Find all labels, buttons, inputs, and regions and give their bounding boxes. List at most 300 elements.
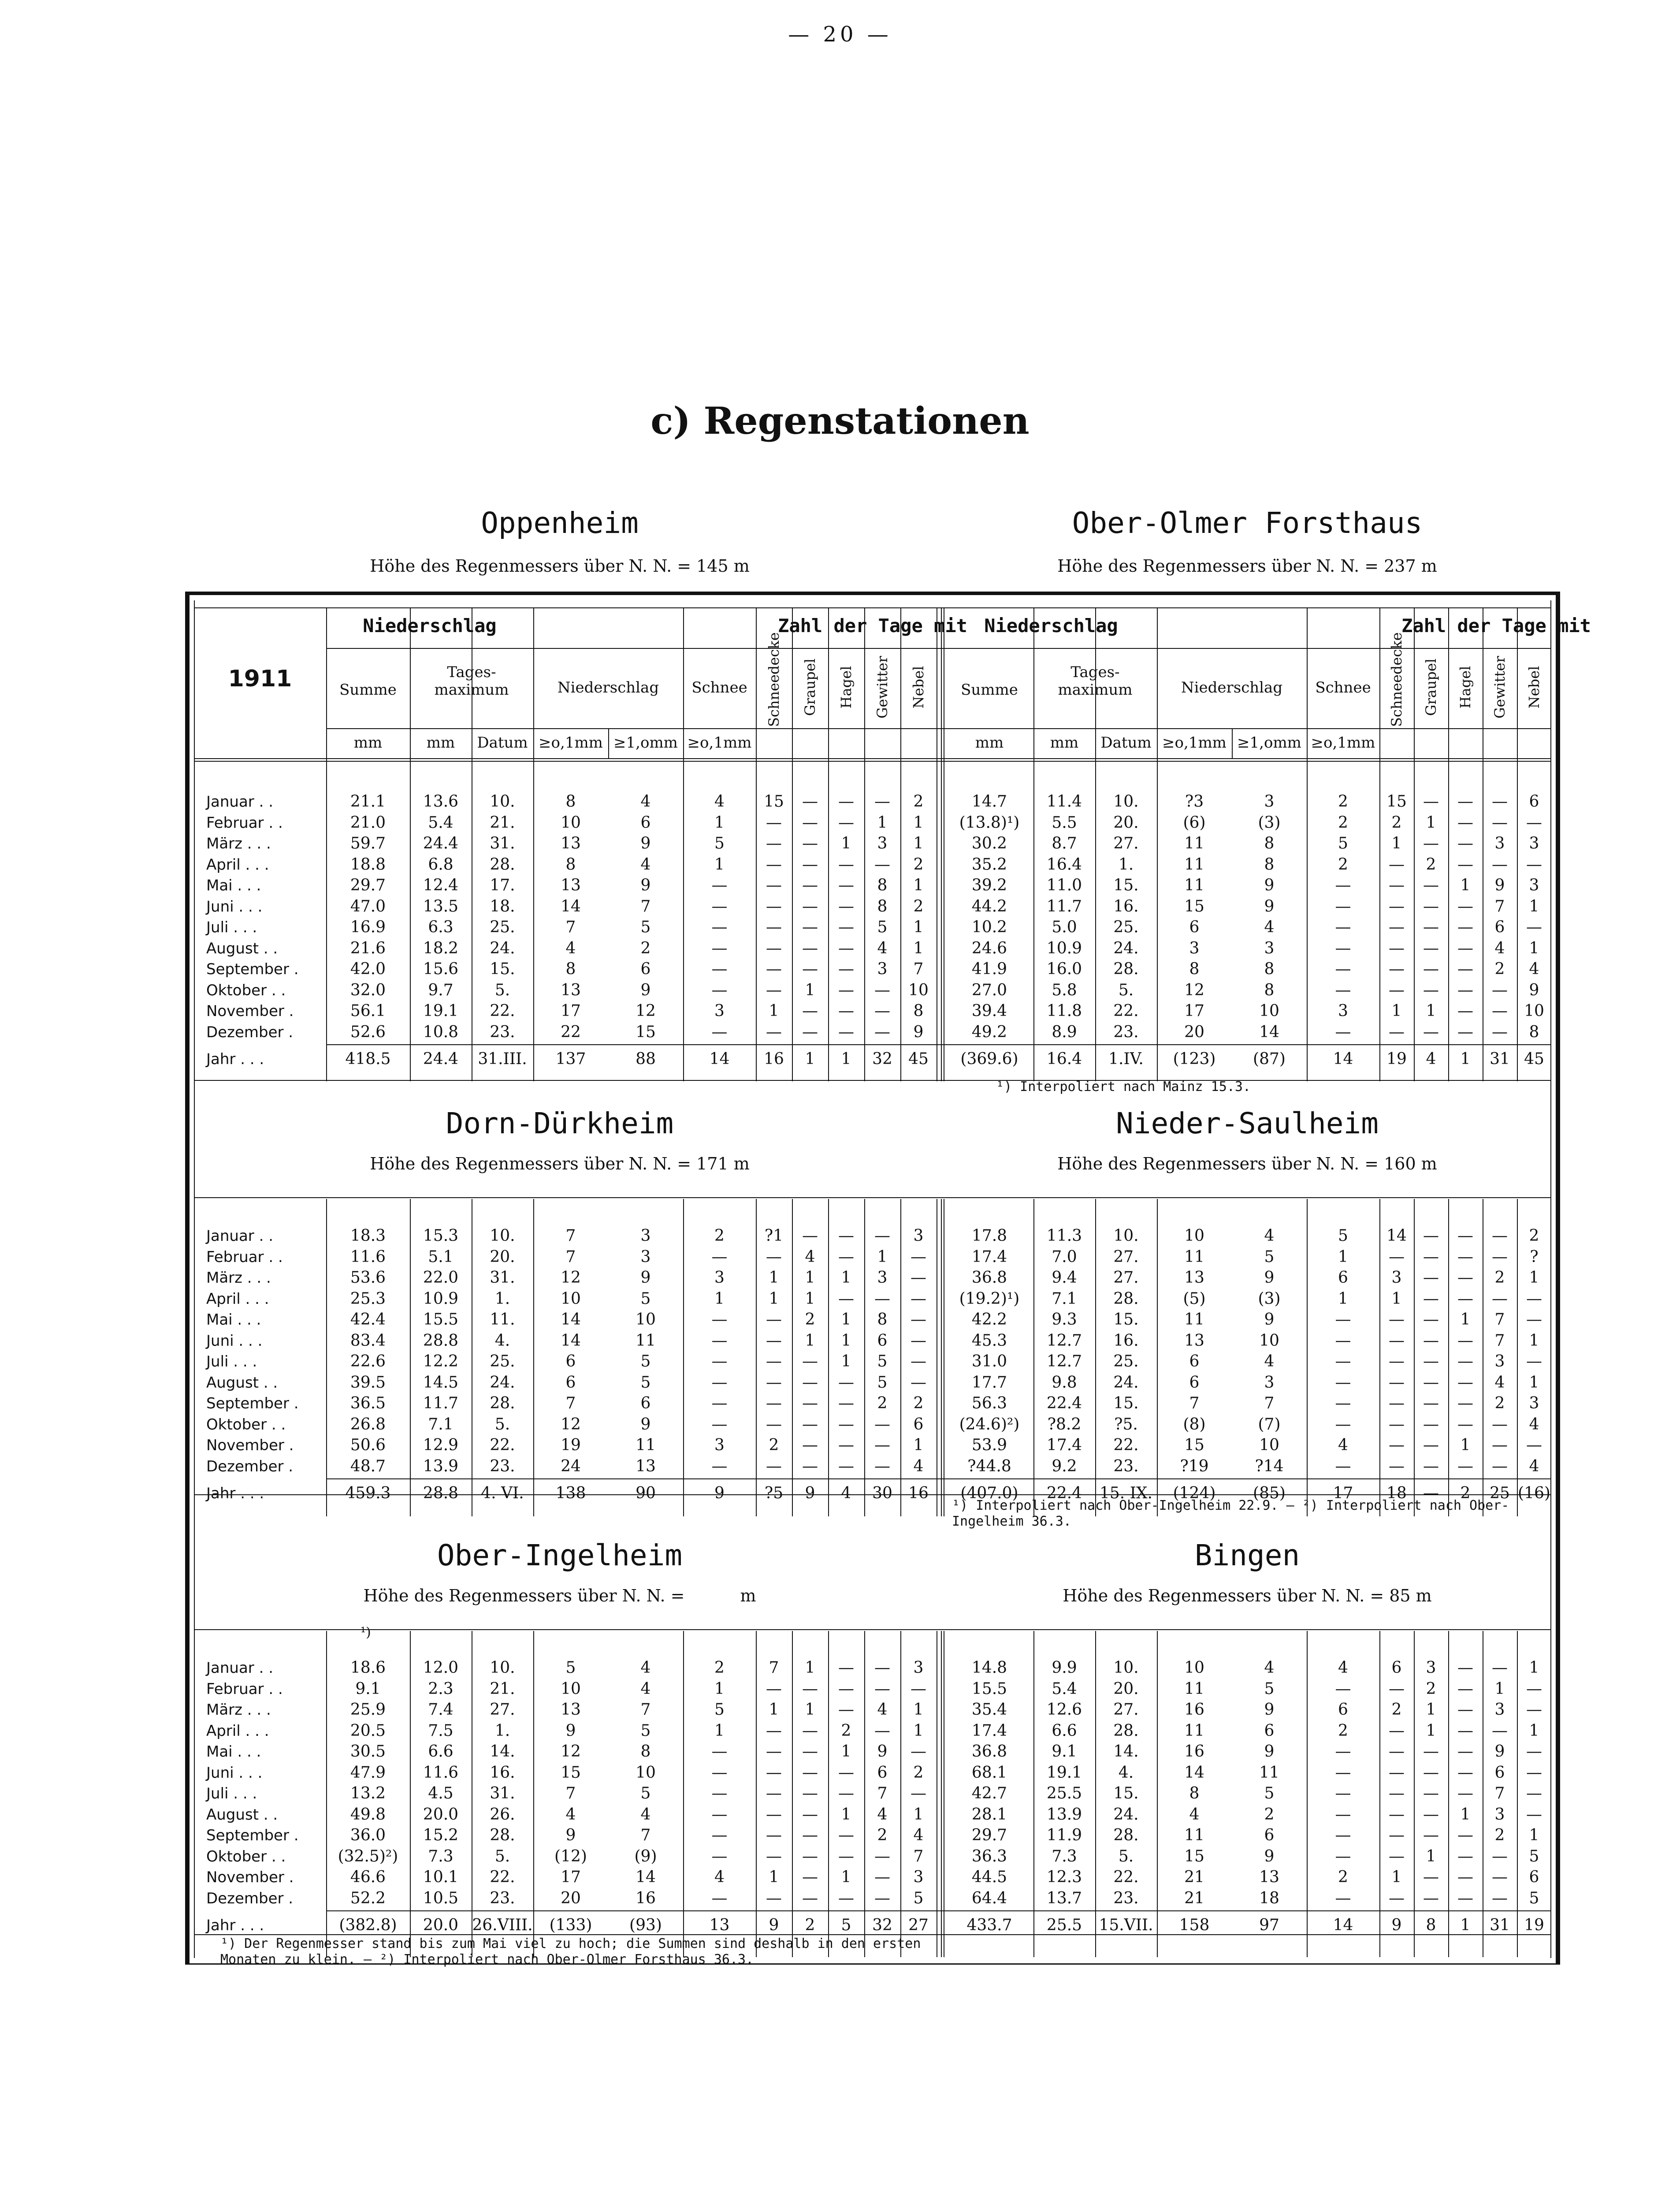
table-cell: 5 [841, 1916, 851, 1934]
table-cell: 50.6 [350, 1436, 386, 1454]
table-cell: 36.8 [971, 1269, 1007, 1287]
table-cell: — [802, 1457, 818, 1475]
table-cell: 3 [1264, 793, 1275, 811]
table-cell: 27. [1113, 1701, 1139, 1719]
hdr-ge10-right: ≥1,omm [1237, 734, 1301, 752]
table-cell: 31 [1490, 1916, 1510, 1934]
table-cell: 12 [561, 1742, 581, 1761]
table-cell: 1. [1118, 855, 1134, 874]
table-cell: ?5 [764, 1484, 784, 1502]
table-cell: — [874, 1436, 890, 1454]
table-cell: 11 [1184, 1310, 1204, 1329]
table-cell: — [1335, 1784, 1351, 1802]
table-cell: 5 [877, 1373, 888, 1392]
month-label: Januar . . [206, 1227, 274, 1245]
table-cell: 16. [1113, 897, 1139, 916]
station-name-ober-ingelheim: Ober-Ingelheim [437, 1538, 683, 1572]
table-cell: 15.3 [423, 1227, 459, 1245]
table-cell: 13 [1259, 1868, 1279, 1886]
table-cell: 7 [565, 1394, 576, 1412]
table-cell: 24. [490, 1373, 515, 1392]
table-cell: 5 [714, 834, 725, 853]
table-cell: 27.0 [971, 981, 1007, 999]
table-cell: 10 [1259, 1002, 1279, 1020]
table-cell: — [1389, 1373, 1405, 1392]
table-cell: — [838, 897, 854, 916]
table-cell: — [802, 1868, 818, 1886]
table-cell: — [838, 918, 854, 936]
table-cell: — [802, 1002, 818, 1020]
table-cell: 10.9 [1046, 939, 1082, 957]
hdr-niederschlag-right: Niederschlag [984, 615, 1118, 637]
table-cell: 3 [1529, 876, 1539, 894]
table-cell: — [1423, 1394, 1439, 1412]
table-cell: 3 [913, 1868, 924, 1886]
table-cell: 1 [1529, 1373, 1539, 1392]
table-cell: 6 [913, 1415, 924, 1433]
table-cell: — [1335, 897, 1351, 916]
table-cell: — [1457, 1847, 1473, 1865]
table-cell: 1 [913, 876, 924, 894]
table-cell: 21. [490, 813, 515, 832]
table-cell: 1 [1529, 1331, 1539, 1350]
table-cell: 10. [1113, 1659, 1139, 1677]
table-cell: (8) [1183, 1415, 1206, 1433]
table-cell: 8 [640, 1742, 651, 1761]
table-cell: — [1457, 855, 1473, 874]
table-cell: — [766, 1247, 782, 1266]
table-cell: — [838, 1247, 854, 1266]
table-cell: 459.3 [345, 1484, 391, 1502]
table-cell: — [1457, 918, 1473, 936]
table-cell: 28.8 [423, 1484, 459, 1502]
table-cell: 3 [714, 1002, 725, 1020]
table-cell: 2 [1529, 1227, 1539, 1245]
table-cell: — [1457, 1023, 1473, 1041]
hdr-schneedecke-right: Schneedecke [1388, 632, 1405, 727]
station-hoehe-ober-olmer: Höhe des Regenmessers über N. N. = 237 m [1057, 556, 1437, 576]
table-cell: 10.2 [971, 918, 1007, 936]
table-cell: 68.1 [971, 1763, 1007, 1782]
month-label: September . [206, 1395, 299, 1412]
table-cell: 56.3 [971, 1394, 1007, 1412]
table-cell: 9 [1391, 1916, 1402, 1934]
table-cell: — [874, 1847, 890, 1865]
table-cell: — [1389, 1826, 1405, 1844]
table-cell: 9 [1529, 981, 1539, 999]
table-cell: 3 [1338, 1002, 1348, 1020]
table-cell: — [1526, 1701, 1542, 1719]
table-cell: — [711, 1023, 728, 1041]
table-cell: 47.9 [350, 1763, 386, 1782]
table-cell: 52.6 [350, 1023, 386, 1041]
table-cell: — [711, 1742, 728, 1761]
table-cell: — [911, 1784, 926, 1802]
table-cell: 15 [636, 1023, 656, 1041]
table-cell: — [1526, 1679, 1542, 1698]
hdr-ge01s-right: ≥o,1mm [1311, 734, 1375, 752]
table-cell: 1 [769, 1002, 779, 1020]
table-cell: — [838, 1659, 854, 1677]
table-cell: — [1457, 1247, 1473, 1266]
table-cell: 11 [1184, 876, 1204, 894]
month-label: Juli . . . [206, 1785, 257, 1802]
table-cell: — [838, 1002, 854, 1020]
table-cell: 6 [565, 1352, 576, 1370]
table-cell: (12) [554, 1847, 587, 1865]
table-cell: (32.5)²) [338, 1847, 398, 1865]
table-cell: — [1335, 981, 1351, 999]
table-cell: — [1457, 1394, 1473, 1412]
month-label: Mai . . . [206, 1743, 261, 1761]
station-name-bingen: Bingen [1194, 1538, 1300, 1572]
table-cell: 7 [1189, 1394, 1200, 1412]
table-cell: 6 [1189, 918, 1200, 936]
table-cell: 8 [913, 1002, 924, 1020]
hdr-summe-left: Summe [339, 681, 397, 699]
table-cell: — [1335, 1742, 1351, 1761]
table-cell: 16.4 [1046, 855, 1082, 874]
header-bottom-line-2 [194, 761, 1551, 762]
table-cell: (7) [1258, 1415, 1281, 1433]
table-cell: 9.8 [1052, 1373, 1077, 1392]
month-label: September . [206, 961, 299, 978]
table-cell: 10 [636, 1310, 656, 1329]
header-line-2 [326, 728, 1551, 729]
table-cell: (13.8)¹) [959, 813, 1020, 832]
table-cell: 9.3 [1052, 1310, 1077, 1329]
table-cell: 5 [877, 918, 888, 936]
table-cell: — [1423, 1742, 1439, 1761]
table-cell: — [766, 1826, 782, 1844]
table-cell: 9 [1264, 897, 1275, 916]
table-cell: 13.5 [423, 897, 459, 916]
table-cell: 26.8 [350, 1415, 386, 1433]
table-cell: 27. [1113, 1269, 1139, 1287]
table-cell: 22. [1113, 1002, 1139, 1020]
month-label: Jahr . . . [206, 1050, 264, 1068]
table-cell: 2 [913, 1394, 924, 1412]
table-cell: 1 [841, 1310, 851, 1329]
table-cell: 11.9 [1046, 1826, 1082, 1844]
table-cell: 97 [1259, 1916, 1279, 1934]
table-cell: — [1335, 1331, 1351, 1350]
table-cell: 17.4 [971, 1247, 1007, 1266]
table-cell: — [1335, 1889, 1351, 1907]
table-cell: 25 [1490, 1484, 1510, 1502]
table-cell: — [1335, 1679, 1351, 1698]
table-cell: 7 [913, 960, 924, 978]
table-cell: 9 [1264, 1269, 1275, 1287]
table-cell: 3 [913, 1659, 924, 1677]
table-cell: 17 [561, 1868, 581, 1886]
table-cell: 1 [1529, 897, 1539, 916]
table-cell: — [911, 1373, 926, 1392]
month-label: Juni . . . [206, 1764, 263, 1782]
table-cell: 7.5 [428, 1721, 453, 1740]
table-cell: 2 [714, 1659, 725, 1677]
table-cell: 1 [714, 1289, 725, 1308]
table-cell: (123) [1173, 1050, 1216, 1068]
table-cell: 30.5 [350, 1742, 386, 1761]
table-cell: 17.8 [971, 1227, 1007, 1245]
table-cell: 21.1 [350, 793, 386, 811]
table-cell: 5.0 [1052, 918, 1077, 936]
month-label: Januar . . [206, 793, 274, 811]
table-cell: — [1389, 1247, 1405, 1266]
hdr-ge01-left: ≥o,1mm [539, 734, 603, 752]
table-cell: ?44.8 [967, 1457, 1011, 1475]
table-cell: 1 [841, 1805, 851, 1824]
table-cell: 13.9 [423, 1457, 459, 1475]
table-cell: 7 [1494, 1310, 1505, 1329]
table-cell: 11 [1259, 1763, 1279, 1782]
hdr-nebel-right: Nebel [1526, 666, 1542, 709]
note-mark-ober-ingelheim: ¹) [361, 1625, 371, 1640]
table-cell: — [1423, 1227, 1439, 1245]
table-cell: 6 [1189, 1352, 1200, 1370]
table-cell: 2 [1426, 1679, 1436, 1698]
table-cell: 27. [490, 1701, 515, 1719]
table-cell: — [766, 1889, 782, 1907]
table-cell: — [766, 834, 782, 853]
table-cell: — [1492, 1847, 1508, 1865]
table-cell: — [874, 1868, 890, 1886]
table-cell: 29.7 [971, 1826, 1007, 1844]
table-cell: — [1423, 1484, 1439, 1502]
table-cell: 16 [636, 1889, 656, 1907]
table-cell: 24.6 [971, 939, 1007, 957]
table-cell: (407.0) [960, 1484, 1018, 1502]
table-cell: 17 [1333, 1484, 1353, 1502]
table-cell: 13.9 [1046, 1805, 1082, 1824]
month-label: August . . [206, 1374, 278, 1392]
table-cell: 4 [640, 1659, 651, 1677]
table-cell: 7 [565, 1784, 576, 1802]
table-cell: 11.6 [350, 1247, 386, 1266]
table-cell: 20.0 [423, 1805, 459, 1824]
table-cell: — [1389, 939, 1405, 957]
table-cell: 1 [769, 1701, 779, 1719]
table-cell: — [766, 1352, 782, 1370]
table-cell: 53.6 [350, 1269, 386, 1287]
hdr-mm-max-right: mm [1050, 734, 1079, 752]
table-cell: 28. [490, 1394, 515, 1412]
table-cell: 12.9 [423, 1436, 459, 1454]
table-cell: 52.2 [350, 1889, 386, 1907]
table-cell: 42.7 [971, 1784, 1007, 1802]
table-cell: — [766, 1415, 782, 1433]
table-cell: 3 [1189, 939, 1200, 957]
table-cell: 2 [1338, 793, 1348, 811]
table-cell: 5. [494, 981, 510, 999]
table-cell: — [711, 1247, 728, 1266]
table-cell: 11.8 [1046, 1002, 1082, 1020]
table-cell: — [1423, 1805, 1439, 1824]
table-cell: — [1389, 918, 1405, 936]
table-cell: 4 [1338, 1436, 1348, 1454]
table-cell: 1 [1426, 1701, 1436, 1719]
table-cell: 1 [1460, 876, 1471, 894]
month-label: November . [206, 1437, 294, 1454]
table-cell: 12.6 [1046, 1701, 1082, 1719]
table-cell: 3 [1426, 1659, 1436, 1677]
table-cell: — [874, 1889, 890, 1907]
table-cell: — [1335, 918, 1351, 936]
table-cell: — [1457, 1289, 1473, 1308]
table-cell: — [1526, 1742, 1542, 1761]
table-cell: ?5. [1114, 1415, 1138, 1433]
hdr-datum-left: Datum [477, 734, 528, 752]
table-cell: 10. [490, 1659, 515, 1677]
table-cell: — [874, 1659, 890, 1677]
table-cell: — [1492, 1023, 1508, 1041]
table-cell: 8 [565, 855, 576, 874]
table-cell: 1 [1391, 1289, 1402, 1308]
table-cell: — [1389, 1742, 1405, 1761]
table-cell: 7.3 [1052, 1847, 1077, 1865]
hdr-nebel-left: Nebel [910, 666, 927, 709]
table-cell: — [1457, 1002, 1473, 1020]
table-cell: — [1526, 918, 1542, 936]
table-cell: — [1389, 1436, 1405, 1454]
table-cell: 5 [1338, 1227, 1348, 1245]
table-cell: — [1389, 855, 1405, 874]
table-cell: — [1457, 1352, 1473, 1370]
table-cell: 56.1 [350, 1002, 386, 1020]
table-cell: 7 [1494, 1784, 1505, 1802]
table-cell: 8 [565, 960, 576, 978]
month-label: Oktober . . [206, 1847, 286, 1865]
table-cell: — [1457, 1721, 1473, 1740]
table-cell: 31.III. [478, 1050, 527, 1068]
table-cell: — [1526, 1289, 1542, 1308]
hdr-niederschlag-left: Niederschlag [363, 615, 497, 637]
table-cell: 10 [561, 1289, 581, 1308]
table-cell: 1 [714, 813, 725, 832]
table-cell: — [838, 1457, 854, 1475]
table-cell: (3) [1258, 813, 1281, 832]
station-hoehe-dorn-duerkheim: Höhe des Regenmessers über N. N. = 171 m [370, 1154, 750, 1173]
table-cell: (133) [549, 1916, 592, 1934]
table-cell: — [838, 1227, 854, 1245]
month-label: November . [206, 1869, 294, 1886]
table-cell: 12.0 [423, 1659, 459, 1677]
table-cell: — [802, 1394, 818, 1412]
table-cell: 14 [561, 1310, 581, 1329]
table-cell: 32 [872, 1050, 892, 1068]
table-cell: — [711, 1352, 728, 1370]
table-cell: 8 [877, 897, 888, 916]
table-cell: — [1389, 1679, 1405, 1698]
table-cell: 31. [490, 1784, 515, 1802]
table-cell: — [1423, 1373, 1439, 1392]
table-cell: 7.0 [1052, 1247, 1077, 1266]
table-cell: 2 [913, 897, 924, 916]
table-cell: 20. [490, 1247, 515, 1266]
table-cell: 12 [561, 1269, 581, 1287]
table-cell: 13 [561, 876, 581, 894]
table-cell: 3 [913, 1227, 924, 1245]
hdr-niederschlag-sub-left: Niederschlag [557, 679, 659, 696]
table-cell: 4 [1529, 960, 1539, 978]
table-cell: 29.7 [350, 876, 386, 894]
table-cell: 5 [1338, 834, 1348, 853]
table-cell: — [874, 1457, 890, 1475]
table-cell: — [874, 1227, 890, 1245]
table-cell: 13.7 [1046, 1889, 1082, 1907]
table-cell: — [802, 1415, 818, 1433]
table-cell: 5 [877, 1352, 888, 1370]
month-label: April . . . [206, 1290, 269, 1308]
table-cell: 2 [1264, 1805, 1275, 1824]
table-cell: — [1423, 793, 1439, 811]
table-cell: — [711, 876, 728, 894]
table-cell: 1 [1529, 1659, 1539, 1677]
table-cell: 20. [1113, 1679, 1139, 1698]
table-cell: — [766, 1763, 782, 1782]
hdr-gewitter-left: Gewitter [874, 655, 891, 719]
table-cell: 53.9 [971, 1436, 1007, 1454]
table-cell: 2 [877, 1394, 888, 1412]
table-cell: — [838, 939, 854, 957]
table-cell: 15 [561, 1763, 581, 1782]
table-cell: — [838, 1784, 854, 1802]
table-cell: 28. [1113, 1721, 1139, 1740]
table-cell: 9 [1494, 876, 1505, 894]
table-cell: 9.1 [1052, 1742, 1077, 1761]
table-cell: — [1526, 1436, 1542, 1454]
table-cell: 9 [1264, 876, 1275, 894]
table-cell: — [874, 1721, 890, 1740]
table-cell: 12 [636, 1002, 656, 1020]
table-cell: 3 [714, 1436, 725, 1454]
table-cell: 1 [1460, 1916, 1471, 1934]
table-cell: 3 [1494, 1352, 1505, 1370]
table-cell: — [802, 813, 818, 832]
table-cell: 2 [877, 1826, 888, 1844]
table-cell: 7 [1494, 1331, 1505, 1350]
table-cell: — [766, 960, 782, 978]
table-cell: — [1457, 897, 1473, 916]
table-cell: 4. VI. [481, 1484, 524, 1502]
table-cell: — [1335, 1352, 1351, 1370]
station-hoehe-bingen: Höhe des Regenmessers über N. N. = 85 m [1063, 1586, 1432, 1605]
table-cell: 22.6 [350, 1352, 386, 1370]
table-cell: — [1423, 876, 1439, 894]
table-cell: 3 [1529, 1394, 1539, 1412]
table-cell: 15. [1113, 876, 1139, 894]
table-cell: 41.9 [971, 960, 1007, 978]
table-cell: 24.4 [423, 1050, 459, 1068]
table-cell: — [838, 1373, 854, 1392]
table-cell: 22.4 [1046, 1394, 1082, 1412]
table-cell: 1 [841, 1269, 851, 1287]
page-title: c) Regenstationen [650, 399, 1030, 443]
table-cell: 16.0 [1046, 960, 1082, 978]
table-cell: 5 [1529, 1889, 1539, 1907]
table-cell: 16.9 [350, 918, 386, 936]
table-cell: 24. [490, 939, 515, 957]
table-cell: 6.6 [1052, 1721, 1077, 1740]
hdr-datum-right: Datum [1100, 734, 1152, 752]
table-cell: 49.2 [971, 1023, 1007, 1041]
table-cell: — [838, 1436, 854, 1454]
table-cell: 17 [1184, 1002, 1204, 1020]
table-cell: 9 [877, 1742, 888, 1761]
table-cell: 14 [561, 1331, 581, 1350]
month-label: Dezember . [206, 1023, 294, 1041]
